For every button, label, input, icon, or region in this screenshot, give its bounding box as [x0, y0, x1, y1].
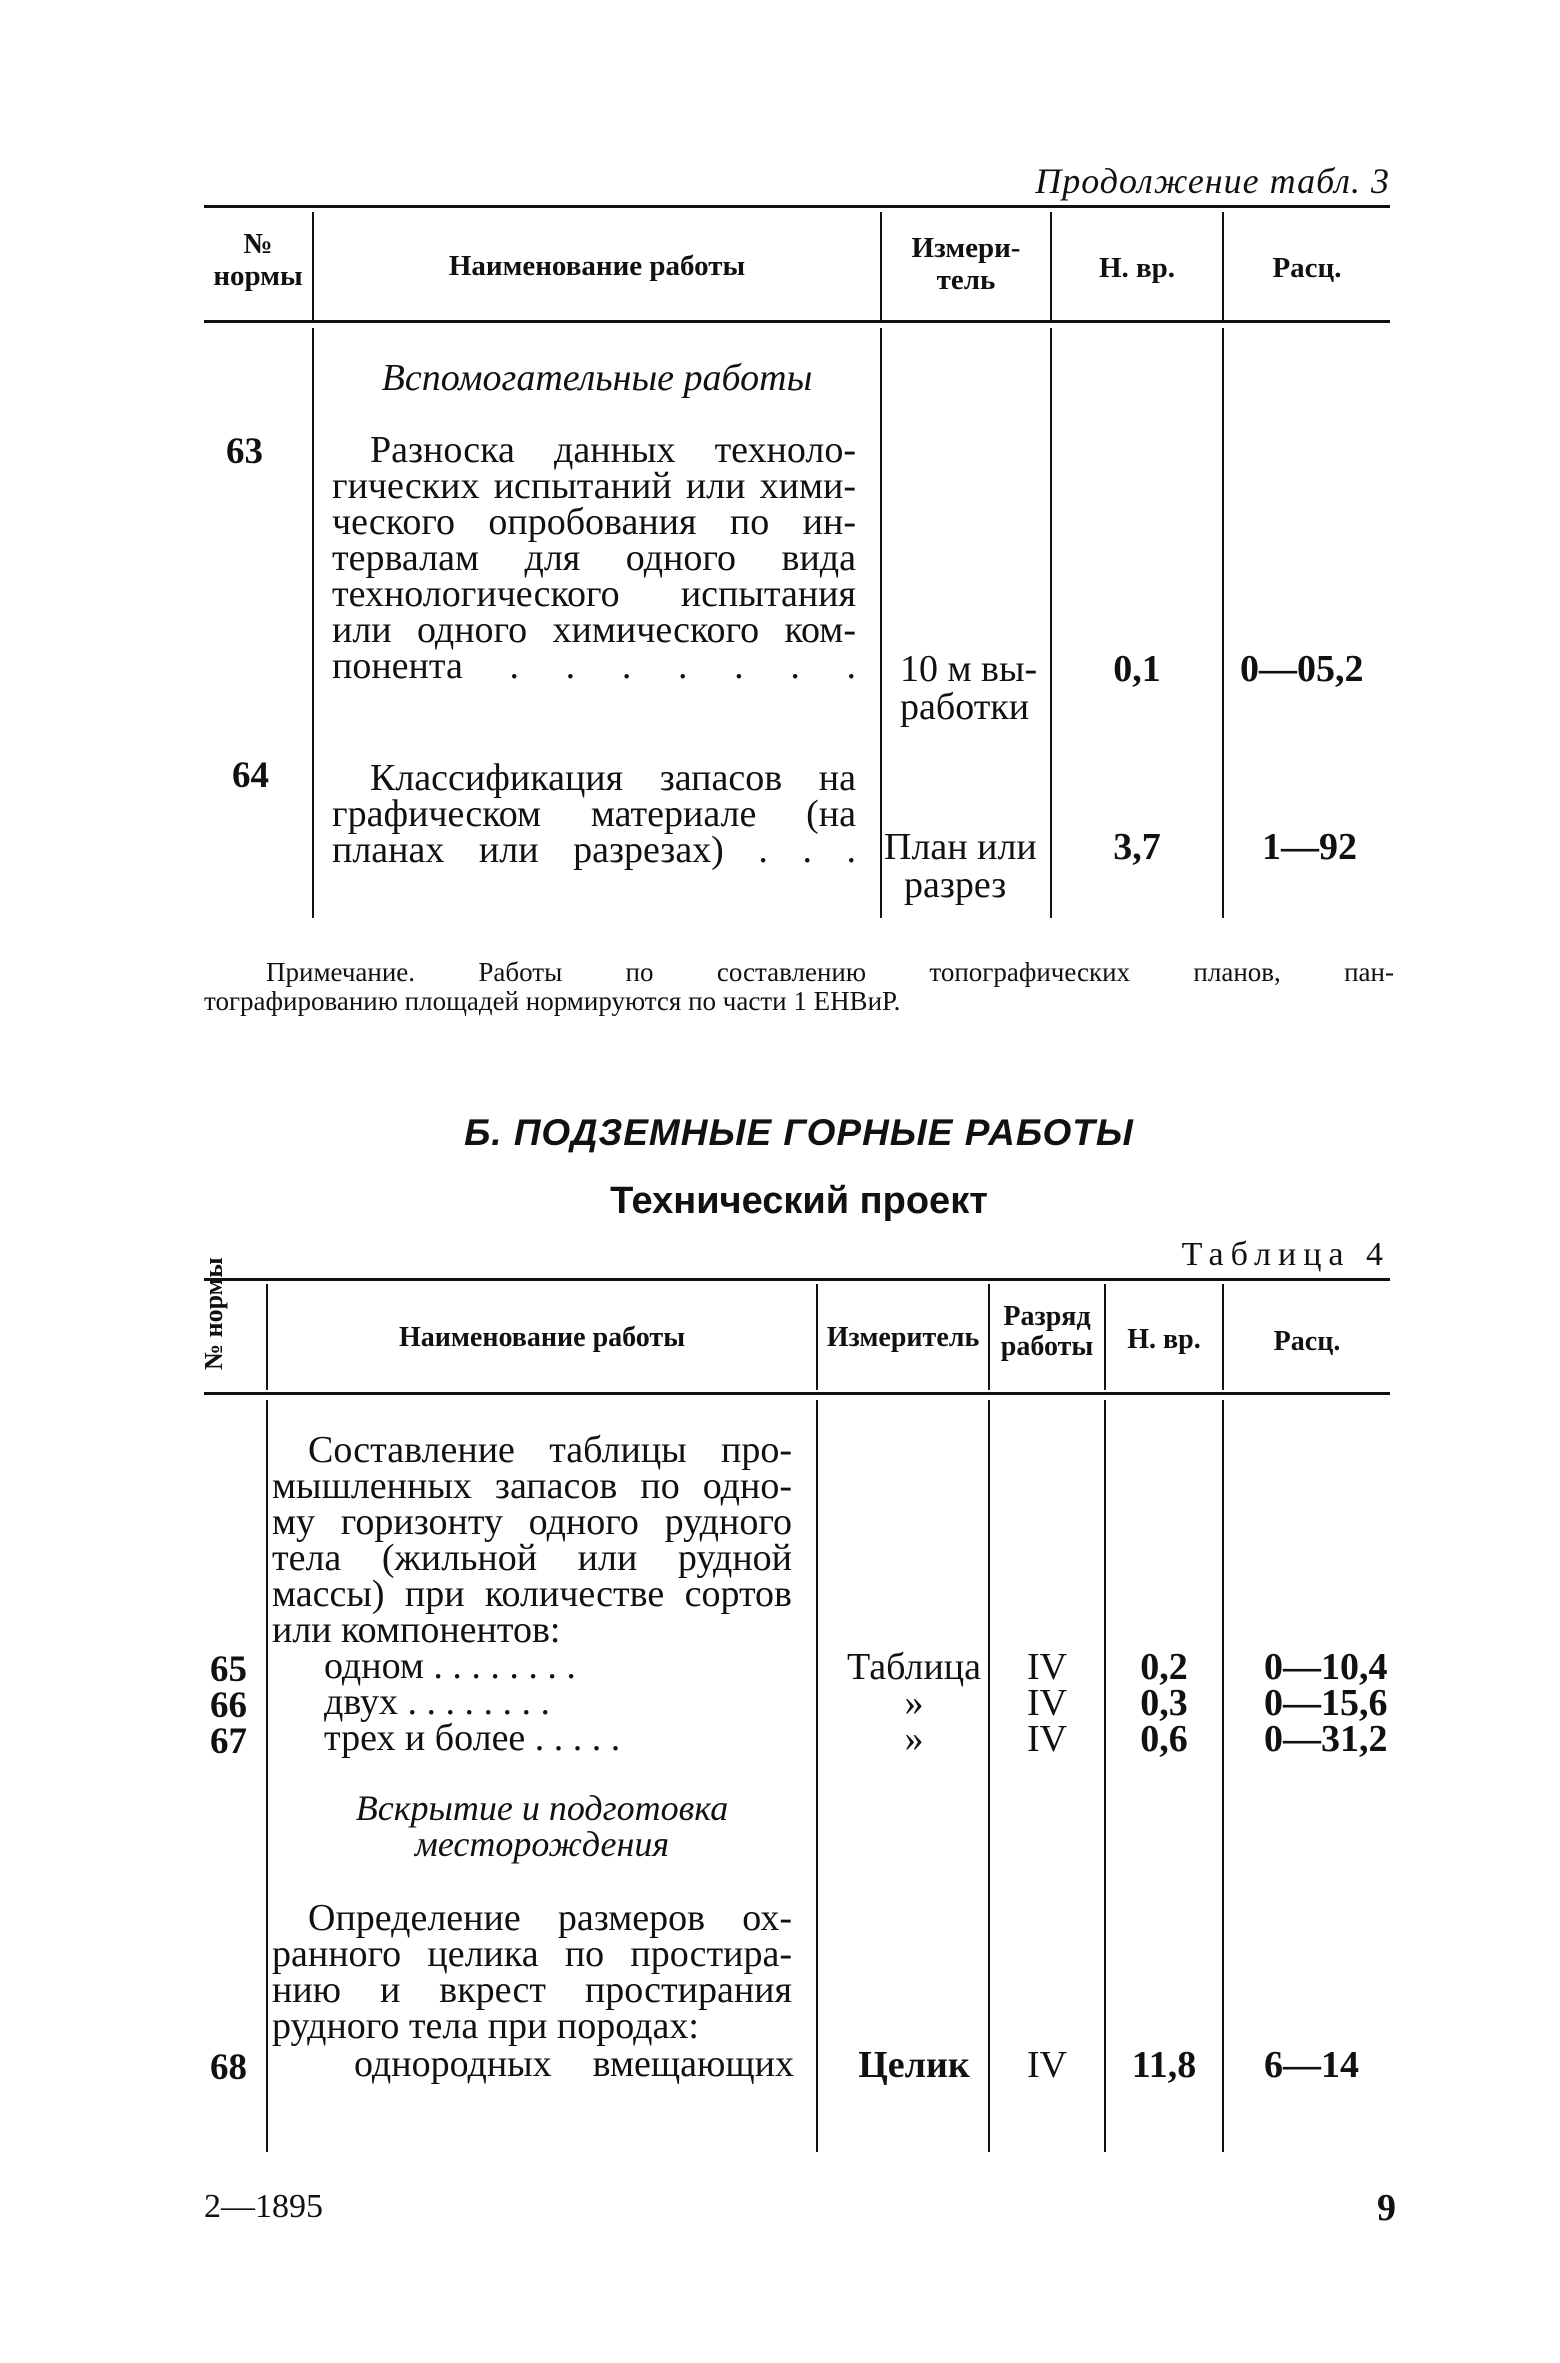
meter-line1: 10 м вы-: [900, 648, 1038, 690]
meter-cell: [884, 828, 1050, 904]
header-norm-symbol: №: [243, 228, 273, 260]
meter-line2: работки: [900, 686, 1030, 728]
time-norm-cell: 0,6: [1140, 1718, 1188, 1760]
header-grade-line2: работы: [1000, 1331, 1094, 1362]
text-line: планах или разрезах) . . .: [332, 829, 856, 871]
table3-col-divider: [1222, 328, 1224, 918]
section-line2: месторождения: [414, 1824, 670, 1864]
work-description: [332, 429, 856, 687]
meter-cell: Таблица: [846, 1646, 982, 1688]
meter-cell: »: [904, 1682, 924, 1724]
header-meter: [882, 232, 1050, 296]
time-norm-cell: 0,2: [1140, 1646, 1188, 1688]
header-time-norm: Н. вр.: [1127, 1324, 1201, 1355]
text-line: гических испытаний или хими-: [332, 465, 856, 507]
rate-cell: 0—15,6: [1264, 1682, 1388, 1724]
table3-col-divider: [312, 328, 314, 918]
table-row: [204, 1645, 1394, 1690]
table-row: [204, 1681, 1394, 1726]
norm-number: 67: [210, 1721, 247, 1762]
text-line: ческого опробования по ин-: [332, 501, 856, 543]
norm-number: 63: [226, 431, 263, 472]
header-norm-symbol: №: [199, 1343, 228, 1370]
table-continuation-label: Продолжение табл. 3: [1035, 161, 1390, 201]
header-time-norm: Н. вр.: [1098, 252, 1176, 284]
text-line: технологического испытания: [332, 573, 856, 615]
table4-col-divider: [816, 1400, 818, 2152]
text-line: рудного тела при породах:: [272, 2005, 699, 2047]
table3-col-divider: [880, 328, 882, 918]
table-row: [204, 2043, 1394, 2088]
table4-section-heading: [268, 1790, 816, 1862]
text-line: му горизонту одного рудного: [272, 1501, 792, 1543]
header-norm-number: [204, 228, 312, 292]
table3-top-rule: [204, 205, 1390, 208]
text-line: Определение размеров ох-: [308, 1897, 792, 1939]
page-number: 9: [1377, 2187, 1396, 2229]
text-line: Классификация запасов на: [370, 757, 856, 799]
header-norm-number: [199, 1257, 260, 1370]
text-line: ранного целика по простира-: [272, 1933, 792, 1975]
header-grade-line1: Разряд: [1003, 1301, 1091, 1332]
row-name: одном . . . . . . . .: [324, 1645, 576, 1687]
table-row: [204, 1717, 1394, 1762]
norm-number: 65: [210, 1649, 247, 1690]
text-line: нию и вкрест простирания: [272, 1969, 792, 2011]
rate-cell: 0—31,2: [1264, 1718, 1388, 1760]
meter-cell: [900, 650, 1050, 726]
section-subtitle: Технический проект: [610, 1180, 988, 1222]
text-line: Составление таблицы про-: [308, 1429, 792, 1471]
section-line1: Вскрытие и подготовка: [355, 1788, 729, 1828]
grade-cell: IV: [1026, 2044, 1068, 2086]
rate-cell: 1—92: [1262, 826, 1357, 868]
header-meter-line1: Измери-: [911, 232, 1021, 264]
text-line: тела (жильной или рудной: [272, 1537, 792, 1579]
work-description: [272, 1897, 792, 2047]
text-line: графическом материале (на: [332, 793, 856, 835]
norm-number: 66: [210, 1685, 247, 1726]
rate-cell: 0—10,4: [1264, 1646, 1388, 1688]
text-line: Разноска данных техноло-: [370, 429, 856, 471]
table3-note: [204, 958, 1394, 1016]
table4-col-divider: [1104, 1400, 1106, 2152]
table4-col-divider: [266, 1400, 268, 2152]
time-norm-cell: 0,1: [1113, 648, 1161, 690]
table3-header-rule: [204, 320, 1390, 323]
row-name: трех и более . . . . .: [324, 1717, 621, 1759]
footer-print-code: 2—1895: [204, 2188, 323, 2225]
time-norm-cell: 11,8: [1131, 2044, 1197, 2086]
rate-cell: 6—14: [1264, 2044, 1359, 2086]
meter-cell: Целик: [858, 2044, 970, 2086]
table4-top-rule: [204, 1278, 1390, 1281]
time-norm-cell: 0,3: [1140, 1682, 1188, 1724]
header-grade: [990, 1302, 1104, 1362]
table-label: Таблица 4: [1181, 1236, 1390, 1273]
grade-cell: IV: [1026, 1682, 1068, 1724]
header-norm-word: нормы: [213, 260, 303, 292]
header-rate: Расц.: [1272, 252, 1342, 284]
text-line: мышленных запасов по одно-: [272, 1465, 792, 1507]
note-line2: тографированию площадей нормируются по части 1 ЕНВиР.: [204, 986, 901, 1016]
header-rate: Расц.: [1273, 1326, 1341, 1357]
header-norm-word: нормы: [199, 1257, 228, 1338]
table4-header-rule: [204, 1392, 1390, 1395]
header-meter: Измеритель: [826, 1322, 980, 1353]
header-work-name: Наименование работы: [398, 1322, 686, 1353]
table4-col-divider: [1222, 1400, 1224, 2152]
header-meter-line2: тель: [936, 264, 996, 296]
grade-cell: IV: [1026, 1646, 1068, 1688]
grade-cell: IV: [1026, 1718, 1068, 1760]
table4-col-divider: [988, 1400, 990, 2152]
text-line: тервалам для одного вида: [332, 537, 856, 579]
work-description: [272, 1429, 792, 1651]
norm-number: 64: [232, 755, 269, 796]
meter-cell: »: [904, 1718, 924, 1760]
header-work-name: Наименование работы: [448, 250, 746, 282]
work-description: [332, 757, 856, 871]
meter-line2: разрез: [904, 864, 1007, 906]
text-line: или одного химического ком-: [332, 609, 856, 651]
row-name: двух . . . . . . . .: [324, 1681, 550, 1723]
text-line: или компонентов:: [272, 1609, 561, 1651]
time-norm-cell: 3,7: [1113, 826, 1161, 868]
meter-line1: План или: [884, 826, 1037, 868]
text-line: понента . . . . . . .: [332, 645, 856, 687]
table3-section-heading: Вспомогательные работы: [381, 357, 813, 399]
note-line1: Примечание. Работы по составлению топографических планов, пан-: [266, 957, 1394, 987]
row-name: однородных вмещающих: [354, 2043, 794, 2085]
norm-number: 68: [210, 2047, 247, 2088]
rate-cell: 0—05,2: [1240, 648, 1364, 690]
section-title: Б. ПОДЗЕМНЫЕ ГОРНЫЕ РАБОТЫ: [464, 1112, 1134, 1153]
text-line: массы) при количестве сортов: [272, 1573, 792, 1615]
